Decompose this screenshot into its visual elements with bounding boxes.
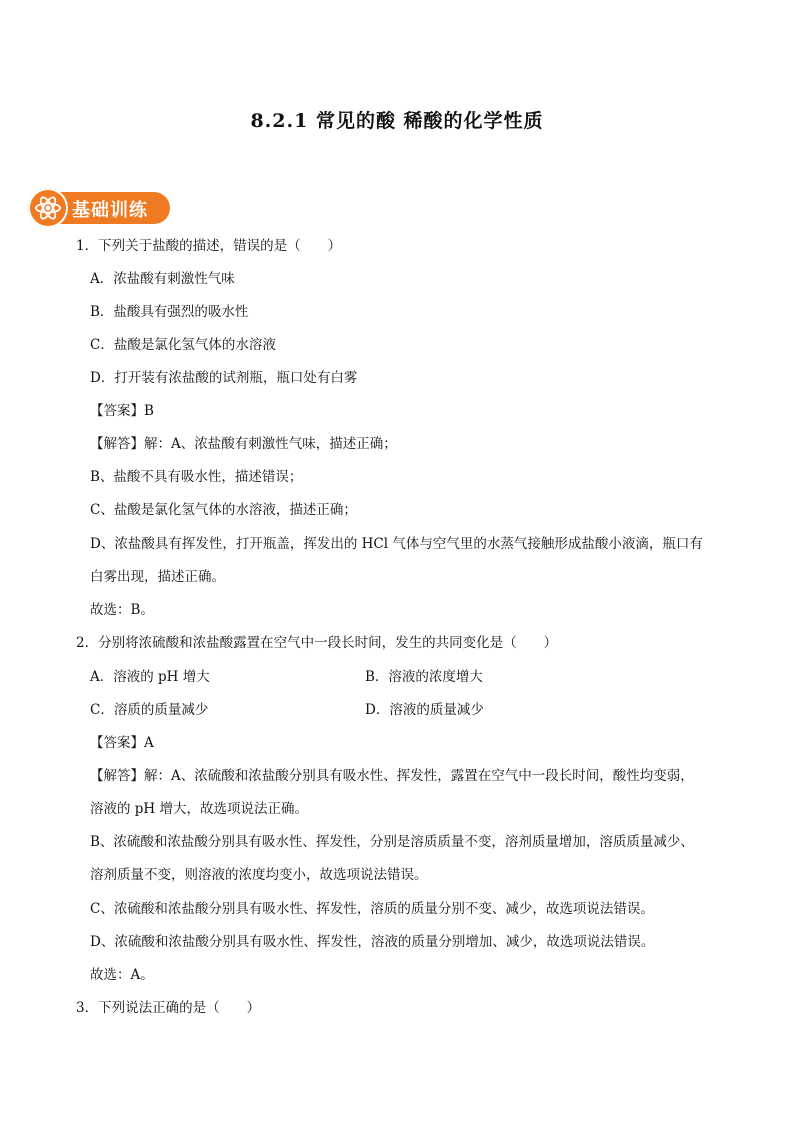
q2-analysis-line: 【解答】解：A、浓硫酸和浓盐酸分别具有吸水性、挥发性，露置在空气中一段长时间，酸性均变弱， — [90, 768, 694, 784]
q2-analysis-line: 故选：A。 — [90, 967, 154, 983]
q1-analysis-line: D、浓盐酸具有挥发性，打开瓶盖，挥发出的 HCl 气体与空气里的水蒸气接触形成盐酸小液滴，瓶口有 — [90, 536, 703, 552]
q1-stem: 1．下列关于盐酸的描述，错误的是（ ） — [76, 238, 342, 254]
q2-answer: 【答案】A — [90, 735, 154, 751]
q2-analysis-line: 溶液的 pH 增大，故选项说法正确。 — [90, 801, 308, 817]
q3-stem: 3．下列说法正确的是（ ） — [76, 1000, 261, 1016]
q1-analysis-line: C、盐酸是氯化氢气体的水溶液，描述正确； — [90, 502, 357, 518]
q2-option-b: B．溶液的浓度增大 — [365, 669, 483, 685]
q1-analysis-line: B、盐酸不具有吸水性，描述错误； — [90, 469, 303, 485]
q2-option-d: D．溶液的质量减少 — [365, 702, 484, 718]
q1-answer: 【答案】B — [90, 403, 154, 419]
section-label: 基础训练 — [72, 200, 148, 221]
banner-icon-circle — [28, 188, 68, 228]
q1-analysis-line: 【解答】解：A、浓盐酸有刺激性气味，描述正确； — [90, 436, 397, 452]
q1-option-b: B．盐酸具有强烈的吸水性 — [90, 304, 249, 320]
q1-analysis-line: 白雾出现，描述正确。 — [90, 569, 225, 585]
q2-analysis-line: C、浓硫酸和浓盐酸分别具有吸水性、挥发性，溶质的质量分别不变、减少，故选项说法错误。 — [90, 901, 654, 917]
q1-option-d: D．打开装有浓盐酸的试剂瓶，瓶口处有白雾 — [90, 370, 358, 386]
q2-option-a: A．溶液的 pH 增大 — [90, 669, 210, 685]
page-title: 8.2.1 常见的酸 稀酸的化学性质 — [250, 110, 544, 132]
q1-option-c: C．盐酸是氯化氢气体的水溶液 — [90, 337, 276, 353]
q1-analysis-line: 故选：B。 — [90, 602, 154, 618]
q2-analysis-line: 溶剂质量不变，则溶液的浓度均变小，故选项说法错误。 — [90, 867, 428, 883]
q2-option-c: C．溶质的质量减少 — [90, 702, 209, 718]
q2-analysis-line: B、浓硫酸和浓盐酸分别具有吸水性、挥发性，分别是溶质质量不变，溶剂质量增加，溶质质量减少、 — [90, 834, 694, 850]
atom-icon — [33, 193, 63, 223]
q2-analysis-line: D、浓硫酸和浓盐酸分别具有吸水性、挥发性，溶液的质量分别增加、减少，故选项说法错误。 — [90, 934, 655, 950]
q2-stem: 2．分别将浓硫酸和浓盐酸露置在空气中一段长时间，发生的共同变化是（ ） — [76, 635, 558, 651]
q1-option-a: A．浓盐酸有刺激性气味 — [90, 271, 235, 287]
section-banner — [28, 188, 170, 228]
